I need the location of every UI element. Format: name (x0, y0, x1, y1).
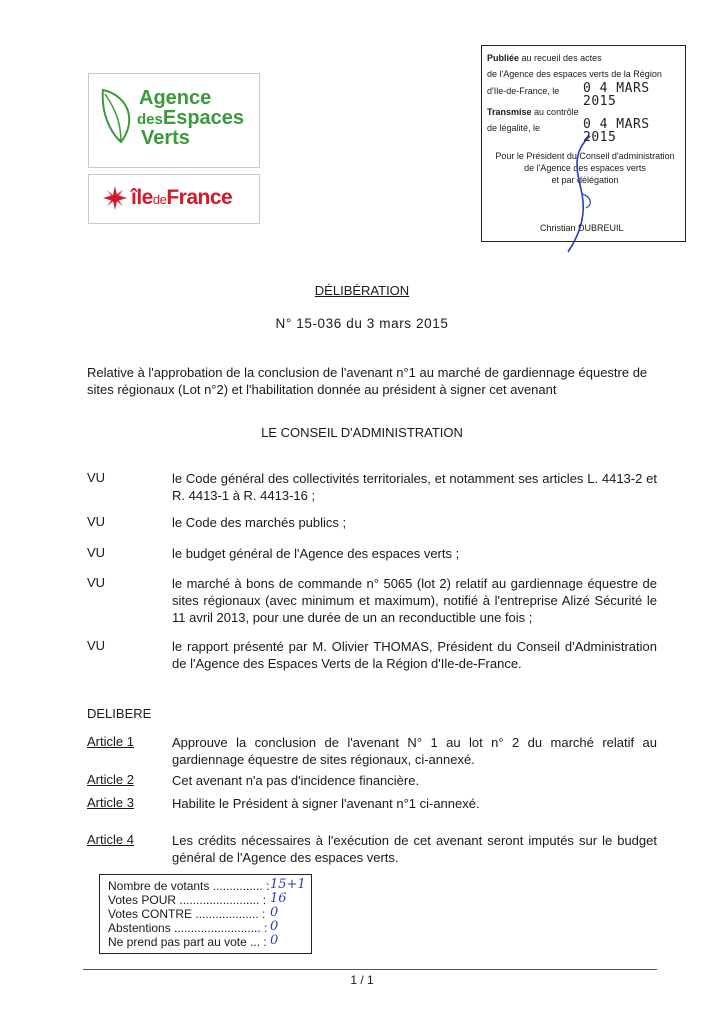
vu-text: le marché à bons de commande n° 5065 (lot 2) relatif au gardiennage équestre de sites régionaux (avec minimum et maximum), notifié à l'entreprise Alizé Sécurité le 11 avril 2013, pour une durée de un an reconductible une fois ; (172, 576, 657, 625)
votes-table (99, 874, 312, 954)
idf-logo (88, 174, 260, 224)
article-label: Article 2 (87, 772, 134, 787)
article-label: Article 4 (87, 832, 134, 847)
vu-label: VU (87, 638, 106, 653)
vu-text: le rapport présenté par M. Olivier THOMAS, Président du Conseil d'Administration de l'Agence des Espaces Verts de la Région d'Ile-de-France. (172, 639, 657, 671)
council-heading: LE CONSEIL D'ADMINISTRATION (261, 425, 463, 440)
stamp-line7: de l'Agence des espaces verts (524, 163, 646, 173)
stamp-line8: et par délégation (551, 175, 619, 185)
vote-value: 15+1 (270, 877, 306, 892)
aev-logo-line1: Agence (139, 87, 212, 109)
vu-text: le Code des marchés publics ; (172, 515, 347, 530)
page-title: DÉLIBÉRATION (314, 283, 410, 298)
publication-stamp: Publiée au recueil des actes de l'Agence des espaces verts de la Région d'Ile-de-France, le 0 4 MARS 2015 Transmise au contrôle de légalité, le 0 4 MARS 2015 Pour le Président du Conseil d'administration de l'Agence des espaces verts et par délégation Christian DUBREUIL (481, 45, 686, 242)
vu-label: VU (87, 470, 106, 485)
article-text: Les crédits nécessaires à l'exécution de cet avenant seront imputés sur le budget général de l'Agence des espaces verts. (172, 833, 657, 865)
stamp-line6: Pour le Président du Conseil d'administration (495, 151, 675, 161)
stamp-date-transmitted: 0 4 MARS 2015 (583, 117, 650, 145)
vu-label: VU (87, 545, 106, 560)
signature-icon (560, 134, 600, 254)
article-text: Habilite le Président à signer l'avenant n°1 ci-annexé. (172, 796, 480, 811)
stamp-line5: de légalité, le (487, 123, 541, 133)
deliberation-subject: Relative à l'approbation de la conclusion de l'avenant n°1 au marché de gardiennage équestre de sites régionaux (Lot n°2) et l'habilitation donnée au président à signer cet avenant (87, 365, 648, 397)
stamp-signatory: Christian DUBREUIL (540, 223, 624, 233)
stamp-date-published: 0 4 MARS 2015 (583, 81, 650, 109)
vote-value: 0 (270, 905, 279, 920)
article-text: Cet avenant n'a pas d'incidence financière. (172, 773, 420, 788)
idf-logo-text: îledeFrance (131, 186, 233, 209)
vote-label: Ne prend pas part au vote ... : (108, 935, 267, 949)
delibere-heading: DELIBERE (87, 706, 152, 721)
stamp-line2: de l'Agence des espaces verts de la Région (487, 69, 662, 79)
article-label: Article 3 (87, 795, 134, 810)
leaf-icon (99, 86, 139, 146)
vu-text: le Code général des collectivités territoriales, et notamment ses articles L. 4413-2 et R. 4413-1 à R. 4413-16 ; (172, 471, 657, 503)
vote-value: 0 (270, 919, 279, 934)
vu-label: VU (87, 514, 106, 529)
vu-label: VU (87, 575, 106, 590)
vote-label: Votes POUR ........................ : (108, 893, 267, 907)
deliberation-number: N° 15-036 du 3 mars 2015 (275, 316, 449, 331)
aev-logo (88, 73, 260, 168)
vu-text: le budget général de l'Agence des espaces verts ; (172, 546, 460, 561)
vote-value: 16 (270, 891, 287, 906)
aev-logo-des: des (137, 111, 163, 128)
vote-value: 0 (270, 933, 279, 948)
article-label: Article 1 (87, 734, 134, 749)
footer-divider (83, 969, 657, 970)
stamp-line3: d'Ile-de-France, le (487, 86, 560, 96)
page-number: 1 / 1 (350, 973, 374, 987)
vote-label: Votes CONTRE ................... : (108, 907, 266, 921)
aev-logo-line3: Verts (141, 127, 190, 149)
aev-logo-espaces: Espaces (162, 107, 245, 129)
article-text: Approuve la conclusion de l'avenant N° 1 au lot n° 2 du marché relatif au gardiennage équestre de sites régionaux, ci-annexé. (172, 735, 657, 767)
vote-label: Abstentions .......................... : (108, 921, 268, 935)
star-icon (103, 186, 127, 210)
vote-label: Nombre de votants ............... : (108, 879, 270, 893)
